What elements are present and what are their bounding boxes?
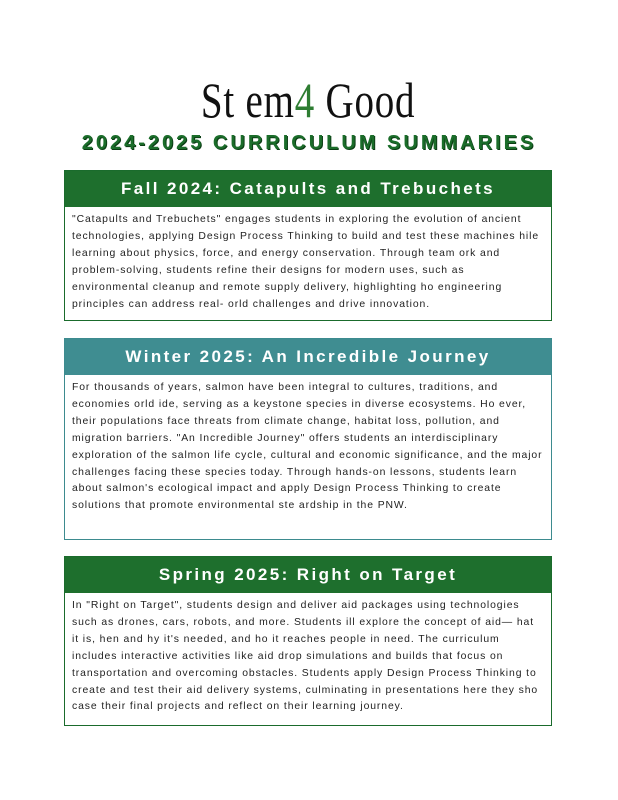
logo-text-four: 4 (294, 72, 316, 128)
winter-2025-heading: Winter 2025: An Incredible Journey (65, 339, 551, 375)
winter-2025-section (64, 338, 552, 540)
spring-2025-section (64, 556, 552, 726)
logo-text-good: Good (315, 72, 416, 128)
logo-text-stem: St em (200, 72, 295, 128)
page-title: 2024-2025 CURRICULUM SUMMARIES (81, 132, 537, 154)
fall-2024-heading: Fall 2024: Catapults and Trebuchets (65, 171, 551, 207)
spring-2025-description: In "Right on Target", students design and deliver aid packages using technologies such as drones, cars, robots, and more. Students ill explore the concept of aid— hat it is, hen and hy it's needed, and ho it reaches people in need. The curriculum includes interactive activities like aid drop simulations and builds that focus on transportation and overcoming obstacles. Students apply Design Process Thinking to create and test their aid delivery systems, culminating in presentations here they sho case their final projects and reflect on their learning journey. (72, 600, 539, 713)
fall-2024-section (64, 170, 552, 321)
winter-2025-description: For thousands of years, salmon have been integral to cultures, traditions, and economies orld ide, serving as a keystone species in diverse ecosystems. Ho ever, their populations face threats from climate change, habitat loss, pollution, and migration barriers. "An Incredible Journey" offers students an interdisciplinary exploration of the salmon life cycle, cultural and economic significance, and the major challenges facing these species today. Through hands-on lessons, students learn about salmon's ecological impact and apply Design Process Thinking to create solutions that promote environmental ste ardship in the PNW. (72, 382, 543, 512)
stem4good-logo (67, 70, 549, 130)
spring-2025-heading: Spring 2025: Right on Target (65, 557, 551, 593)
fall-2024-description: "Catapults and Trebuchets" engages students in exploring the evolution of ancient technologies, applying Design Process Thinking to build and test these machines hile learning about physics, force, and energy conservation. Through team ork and problem-solving, students refine their designs for modern uses, such as environmental cleanup and remote supply delivery, highlighting ho engineering principles can address real- orld challenges and drive innovation. (72, 214, 540, 310)
